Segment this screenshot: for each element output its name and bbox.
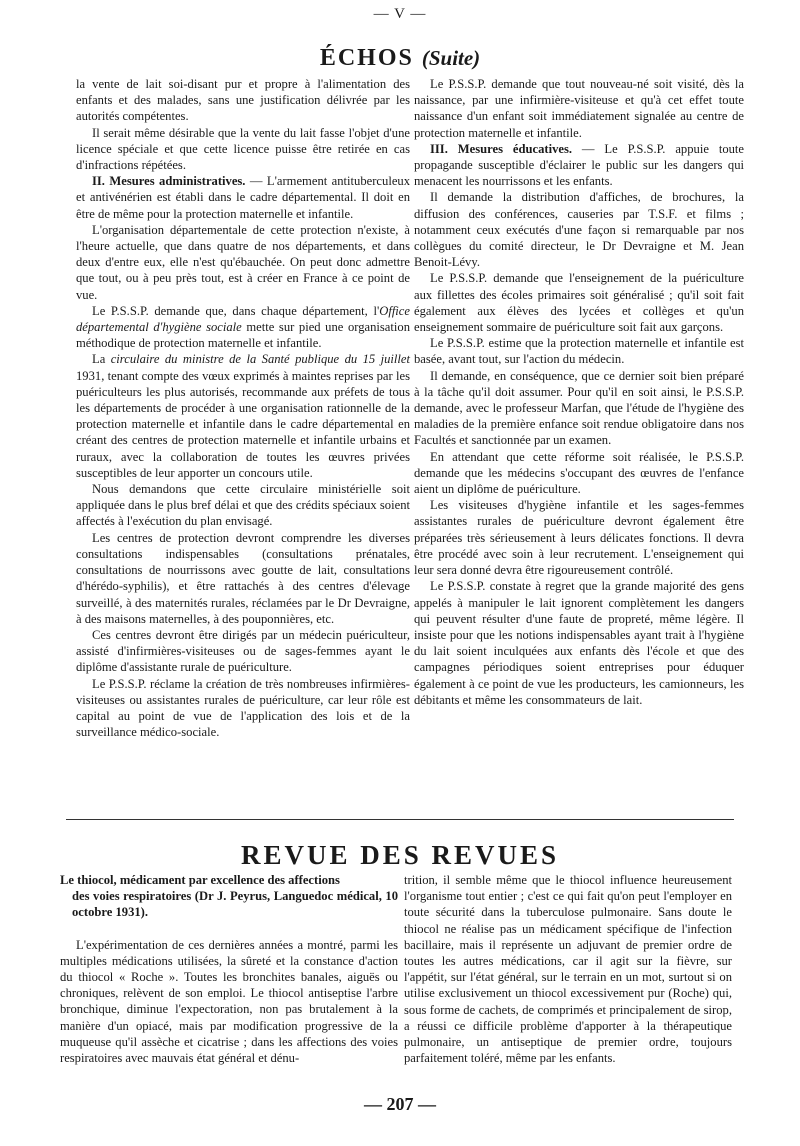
paragraph (414, 189, 744, 270)
paragraph-heading: III. Mesures éducatives. (430, 141, 573, 156)
article-body-part-2: trition, il semble même que le thiocol influence heureusement l'organisme tout entier ; c'est ce qui fait qu'on peut l'employer en toute sécurité dans la tuberculose pulmonaire. Sans doute le thiocol ne réalise pas un médicament spécifique de l'infection bacillaire, mais il représente un adjuvant de premier ordre de toutes les autres médications, car il agit sur la fièvre, sur l'appétit, sur l'état général, sur le terrain en un mot, surtout si on utilise exclusivement un thiocol excessivement pur (Roche) qui, sous forme de cachets, de comprimés et principalement de sirop, a réussi ce difficile problème d'apporter à la thérapeutique pulmonaire, un antiseptique de premier ordre, toujours parfaitement toléré, même par les enfants. (404, 873, 732, 1066)
section-title-text: ÉCHOS (319, 45, 414, 71)
section-divider (66, 819, 734, 820)
paragraph-text: Il serait même désirable que la vente du lait fasse l'objet d'une licence spéciale et que cette licence puisse être retirée en cas d'infractions répétées. (76, 125, 410, 173)
article-body-part-1: L'expérimentation de ces dernières années a montré, parmi les multiples médications utilisées, la sûreté et la constance d'action du thiocol « Roche ». Toutes les bronchites banales, aiguës ou chroniques, relèvent de son emploi. Le thiocol antiseptise l'arbre bronchique, diminue l'expectoration, non pas brutalement à la manière d'un opiacé, mais par modification progressive de la muqueuse qu'il assèche et cicatrise ; dans les affections des voies respiratoires avec mauvais état général et dénu- (60, 937, 398, 1066)
left-column (76, 76, 410, 740)
paragraph-text: Le P.S.S.P. demande que tout nouveau-né soit visité, dès la naissance, par une infirmière-visiteuse et qu'à cet effet toute naissance d'un enfant soit immédiatement signalée au centre de protection maternelle et infantile. (414, 77, 744, 140)
paragraph-text: Le P.S.S.P. demande que l'enseignement de la puériculture aux fillettes des écoles primaires soit généralisé ; qu'il soit fait également aux élèves des lycées et collèges et qu'un enseignement sommaire de puériculture soit fait aux garçons. (414, 271, 744, 335)
page-number: — 207 — (364, 1094, 436, 1114)
paragraph (76, 676, 410, 741)
paragraph (76, 173, 410, 222)
paragraph-text: la vente de lait soi-disant pur et propre à l'alimentation des enfants et des malades, sans une justification délivrée par les autorités compétentes. (76, 77, 410, 124)
paragraph-italic: Office départemental d'hygiène sociale (76, 303, 410, 335)
section-title (0, 44, 800, 72)
article-heading (60, 872, 398, 921)
right-column (414, 76, 744, 708)
paragraph-text: Le P.S.S.P. demande que, dans chaque département, l' (92, 303, 380, 318)
paragraph-text: L'organisation départementale de cette protection n'existe, à l'heure actuelle, que dans quatre de nos départements, et dans deux d'entre eux, elle n'est qu'ébauchée. On peut donc admettre que tout, ou à peu près tout, est à créer en France à ce point de vue. (76, 222, 410, 302)
paragraph-text: — L'armement antituberculeux et antivénérien est établi dans le cadre départemental. Il doit en être de même pour la protection maternelle et infantile. (76, 174, 411, 221)
paragraph (414, 578, 744, 708)
paragraph (414, 76, 744, 141)
paragraph-text-tail: mette sur pied une organisation méthodique de protection maternelle et infantile. (76, 320, 410, 351)
paragraph-text: En attendant que cette réforme soit réalisée, le P.S.S.P. demande que les médecins s'occupant des œuvres de l'enfance aient un diplôme de puériculture. (414, 449, 744, 497)
paragraph (76, 481, 410, 530)
paragraph (414, 497, 744, 578)
paragraph-italic: circulaire du ministre de la Santé publique du 15 juillet (110, 352, 410, 367)
paragraph-text: Ces centres devront être dirigés par un médecin puériculteur, assisté d'infirmières-visiteuses ou de sages-femmes ayant le diplôme d'assistante rurale de puériculture. (76, 627, 410, 675)
paragraph-text: Le P.S.S.P. estime que la protection maternelle et infantile est basée, avant tout, sur l'action du médecin. (414, 336, 744, 367)
paragraph (76, 303, 410, 352)
article-heading-line-1: Le thiocol, médicament par excellence des affections (60, 873, 340, 887)
paragraph (414, 449, 744, 498)
paragraph-text: La (92, 352, 111, 367)
paragraph (76, 125, 410, 174)
folio: — V — (373, 6, 427, 22)
paragraph-text: Le P.S.S.P. constate à regret que la grande majorité des gens appelés à manipuler le lait ignorent complètement les dangers qui peuvent résulter d'une faute de propreté, même légère. Il insiste pour que les notions indispensables ayant trait à l'hygiène du lait soient inculquées aux enfants dès l'école et que des campagnes périodiques soient entreprises pour éduquer également à ce point de vue les producteurs, les camionneurs, les débitants et même les consommateurs de lait. (414, 579, 744, 707)
paragraph (414, 335, 744, 367)
paragraph (414, 141, 744, 190)
revue-left-column (60, 872, 398, 1066)
section-title-suffix: (Suite) (421, 46, 481, 70)
revue-title: REVUE DES REVUES (240, 840, 560, 870)
paragraph-text: — Le P.S.S.P. appuie toute propagande susceptible d'éclairer le public sur les dangers qui menacent les nourrissons et les enfants. (414, 141, 744, 189)
paragraph-text: Les centres de protection devront comprendre les diverses consultations indispensables (consultations prénatales, consultations de nourrissons avec goutte de lait, consultations d'hérédo-syphilis), et être rattachés à des centres d'élevage surveillé, à des maternités rurales, réclamées par le Dr Devraigne, à des maisons maternelles, à des pouponnières, etc. (76, 530, 410, 626)
article-heading-line-2: des voies respiratoires (Dr J. Peyrus, Languedoc médical, 10 octobre 1931). (72, 889, 398, 920)
paragraph-text: Les visiteuses d'hygiène infantile et les sages-femmes assistantes rurales de puériculture devront également être préparées très sérieusement à leurs délicates fonctions. Il devra être procédé avec soin à leur recrutement. L'enseignement qui leur sera donné devra être rigoureusement contrôlé. (414, 498, 744, 578)
paragraph (76, 76, 410, 125)
paragraph (76, 627, 410, 676)
paragraph-text: Le P.S.S.P. réclame la création de très nombreuses infirmières-visiteuses ou assistantes rurales de puériculture, car leur rôle est capital au point de vue de l'application des lois et de la surveillance médico-sociale. (76, 676, 410, 740)
revue-right-column (404, 872, 732, 1066)
paragraph-heading: II. Mesures administratives. (92, 174, 246, 189)
paragraph-text: Il demande, en conséquence, que ce dernier soit bien préparé à la tâche qu'il doit assumer. Pour qu'il en soit ainsi, le P.S.S.P. demande, avec le professeur Marfan, que l'étude de l'hygiène des maladies de la première enfance soit rendue obligatoire dans nos Facultés et sanctionnée par un examen. (414, 368, 744, 448)
paragraph (414, 368, 744, 449)
paragraph (76, 530, 410, 627)
paragraph-text-tail: 1931, tenant compte des vœux exprimés à maintes reprises par les puériculteurs les plus autorisés, recommande aux préfets de tous les départements de procéder à une organisation rationnelle de la protection maternelle et infantile dans le cadre départemental en créant des centres de protection maternelle et infantile urbains et ruraux, avec la collaboration de toutes les œuvres privées susceptibles de leur apporter un concours utile. (76, 368, 410, 480)
paragraph (414, 270, 744, 335)
paragraph-text: Il demande la distribution d'affiches, de brochures, la diffusion des conférences, causeries par T.S.F. et films ; notamment ceux exécutés d'une façon si remarquable par nos collègues du comité directeur, le Dr Devraigne et M. Jean Benoit-Lévy. (414, 190, 744, 270)
paragraph-text: Nous demandons que cette circulaire ministérielle soit appliquée dans le plus bref délai et que des crédits spéciaux soient affectés à l'exécution du plan envisagé. (76, 482, 410, 529)
paragraph (76, 222, 410, 303)
paragraph (76, 351, 410, 481)
